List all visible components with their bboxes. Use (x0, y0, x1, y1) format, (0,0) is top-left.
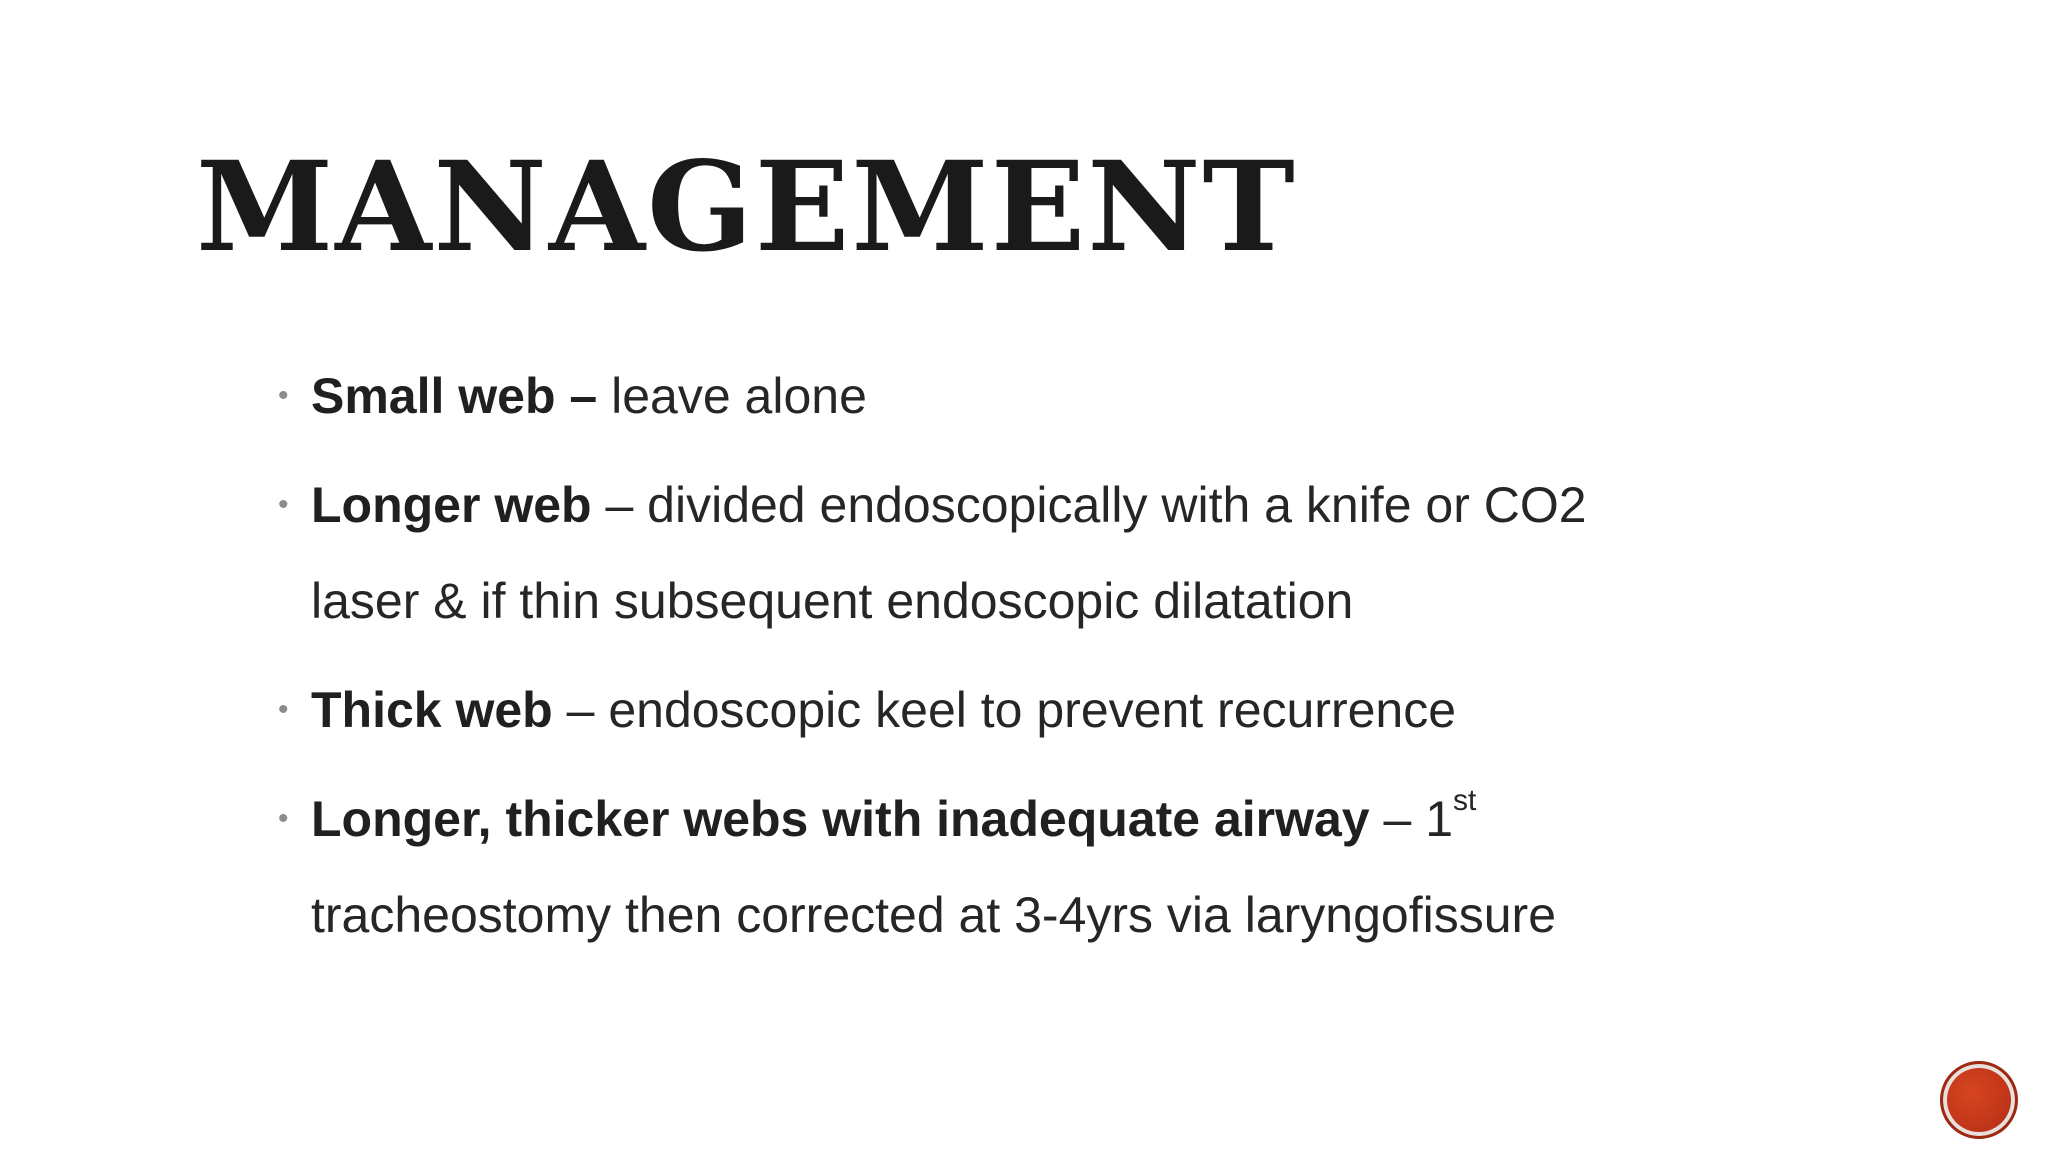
bullet-bold-text: Small web – (311, 368, 598, 424)
bullet-item (276, 771, 1716, 963)
bullet-line (311, 348, 1716, 444)
bullet-bold-text: Longer, thicker webs with inadequate airway (311, 791, 1370, 847)
bullet-line (311, 771, 1716, 867)
bullet-dot-icon: • (278, 379, 289, 412)
bullet-text: leave alone (597, 368, 867, 424)
bullet-item (276, 457, 1716, 649)
bullet-line (311, 457, 1716, 553)
bullet-bold-text: Thick web (311, 682, 553, 738)
bullet-text: laser & if thin subsequent endoscopic dilatation (311, 573, 1354, 629)
bullet-text: – divided endoscopically with a knife or CO2 (591, 477, 1587, 533)
bullet-bold-text: Longer web (311, 477, 592, 533)
bullet-text: – endoscopic keel to prevent recurrence (552, 682, 1457, 738)
bullet-dot-icon: • (278, 802, 289, 835)
bullet-line (311, 553, 1716, 649)
bullet-dot-icon: • (278, 488, 289, 521)
bullet-text: tracheostomy then corrected at 3-4yrs via laryngofissure (311, 887, 1556, 943)
bullet-text: – 1 (1369, 791, 1454, 847)
bullet-list (276, 348, 1716, 976)
bullet-item (276, 662, 1716, 758)
bullet-item (276, 348, 1716, 444)
bullet-dot-icon: • (278, 693, 289, 726)
superscript-text: st (1453, 784, 1477, 818)
slide-title: MANAGEMENT (196, 135, 1297, 280)
slide-nav-button[interactable] (1940, 1061, 2018, 1139)
bullet-line (311, 867, 1716, 963)
bullet-line (311, 662, 1716, 758)
